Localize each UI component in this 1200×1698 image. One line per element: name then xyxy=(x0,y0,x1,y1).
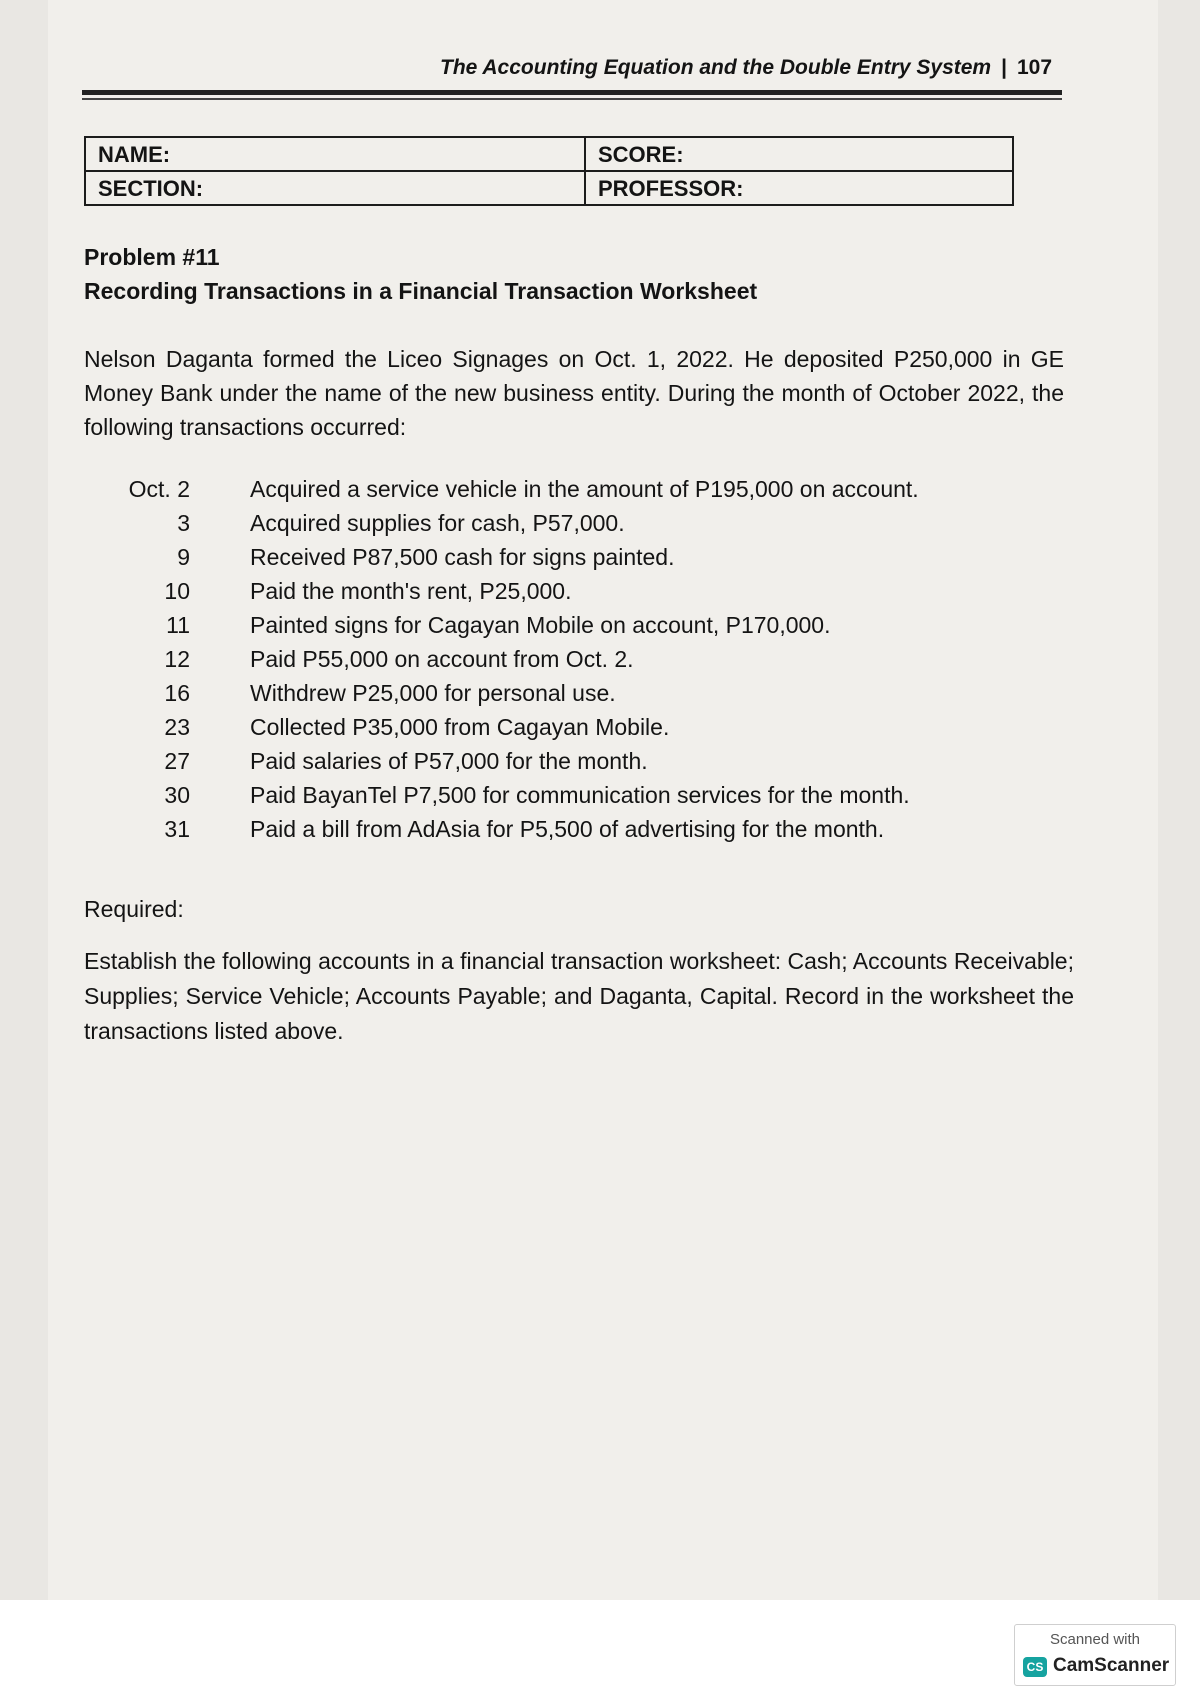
problem-intro: Nelson Daganta formed the Liceo Signages on Oct. 1, 2022. He deposited P250,000 in GE Money Bank under the name of the new business entity. During the month of October 2022, the following transactions occurred: xyxy=(84,346,1064,440)
header-rule-thick xyxy=(82,90,1062,95)
problem-number: Problem #11 xyxy=(84,244,220,270)
transaction-date: 3 xyxy=(177,510,190,536)
chapter-title: The Accounting Equation and the Double Entry System xyxy=(440,56,992,79)
transaction-date: 23 xyxy=(164,714,190,740)
transaction-text: Paid salaries of P57,000 for the month. xyxy=(250,748,648,774)
transaction-date: 16 xyxy=(164,680,190,706)
camscanner-watermark xyxy=(1014,1624,1176,1686)
watermark-brand: CamScanner xyxy=(1053,1655,1170,1676)
transaction-date: 27 xyxy=(164,748,190,774)
header-rule-thin xyxy=(82,98,1062,100)
problem-title: Recording Transactions in a Financial Transaction Worksheet xyxy=(84,278,758,304)
transaction-date: Oct. 2 xyxy=(128,476,190,502)
transaction-text: Paid P55,000 on account from Oct. 2. xyxy=(250,646,634,672)
transaction-text: Paid a bill from AdAsia for P5,500 of advertising for the month. xyxy=(250,816,885,842)
header-separator: | xyxy=(1001,56,1007,79)
section-field: SECTION: xyxy=(86,172,586,204)
page-number: 107 xyxy=(1017,56,1053,79)
transaction-text: Acquired supplies for cash, P57,000. xyxy=(250,510,625,536)
transaction-text: Acquired a service vehicle in the amount of P195,000 on account. xyxy=(250,476,919,502)
watermark-caption: Scanned with xyxy=(1049,1631,1141,1648)
transaction-text: Paid the month's rent, P25,000. xyxy=(250,578,572,604)
transaction-text: Received P87,500 cash for signs painted. xyxy=(250,544,675,570)
name-field: NAME: xyxy=(86,138,586,172)
student-info-table xyxy=(84,136,1014,206)
professor-field: PROFESSOR: xyxy=(598,176,744,201)
transaction-text: Paid BayanTel P7,500 for communication services for the month. xyxy=(250,782,910,808)
running-header xyxy=(440,56,1060,80)
transaction-date: 31 xyxy=(164,816,190,842)
transaction-date: 30 xyxy=(164,782,190,808)
required-label: Required: xyxy=(84,896,184,922)
transaction-date: 9 xyxy=(177,544,190,570)
camscanner-logo-icon: CS xyxy=(1023,1657,1047,1677)
transaction-text: Painted signs for Cagayan Mobile on account, P170,000. xyxy=(250,612,831,638)
score-field: SCORE: xyxy=(586,138,1012,172)
transaction-text: Collected P35,000 from Cagayan Mobile. xyxy=(250,714,670,740)
transaction-date: 10 xyxy=(164,578,190,604)
transaction-date: 12 xyxy=(164,646,190,672)
transaction-date: 11 xyxy=(166,612,190,638)
transaction-text: Withdrew P25,000 for personal use. xyxy=(250,680,616,706)
required-instructions: Establish the following accounts in a financial transaction worksheet: Cash; Accounts Receivable; Supplies; Service Vehicle; Accounts Payable; and Daganta, Capital. Record in the worksheet the transactions listed above. xyxy=(84,948,1074,1044)
